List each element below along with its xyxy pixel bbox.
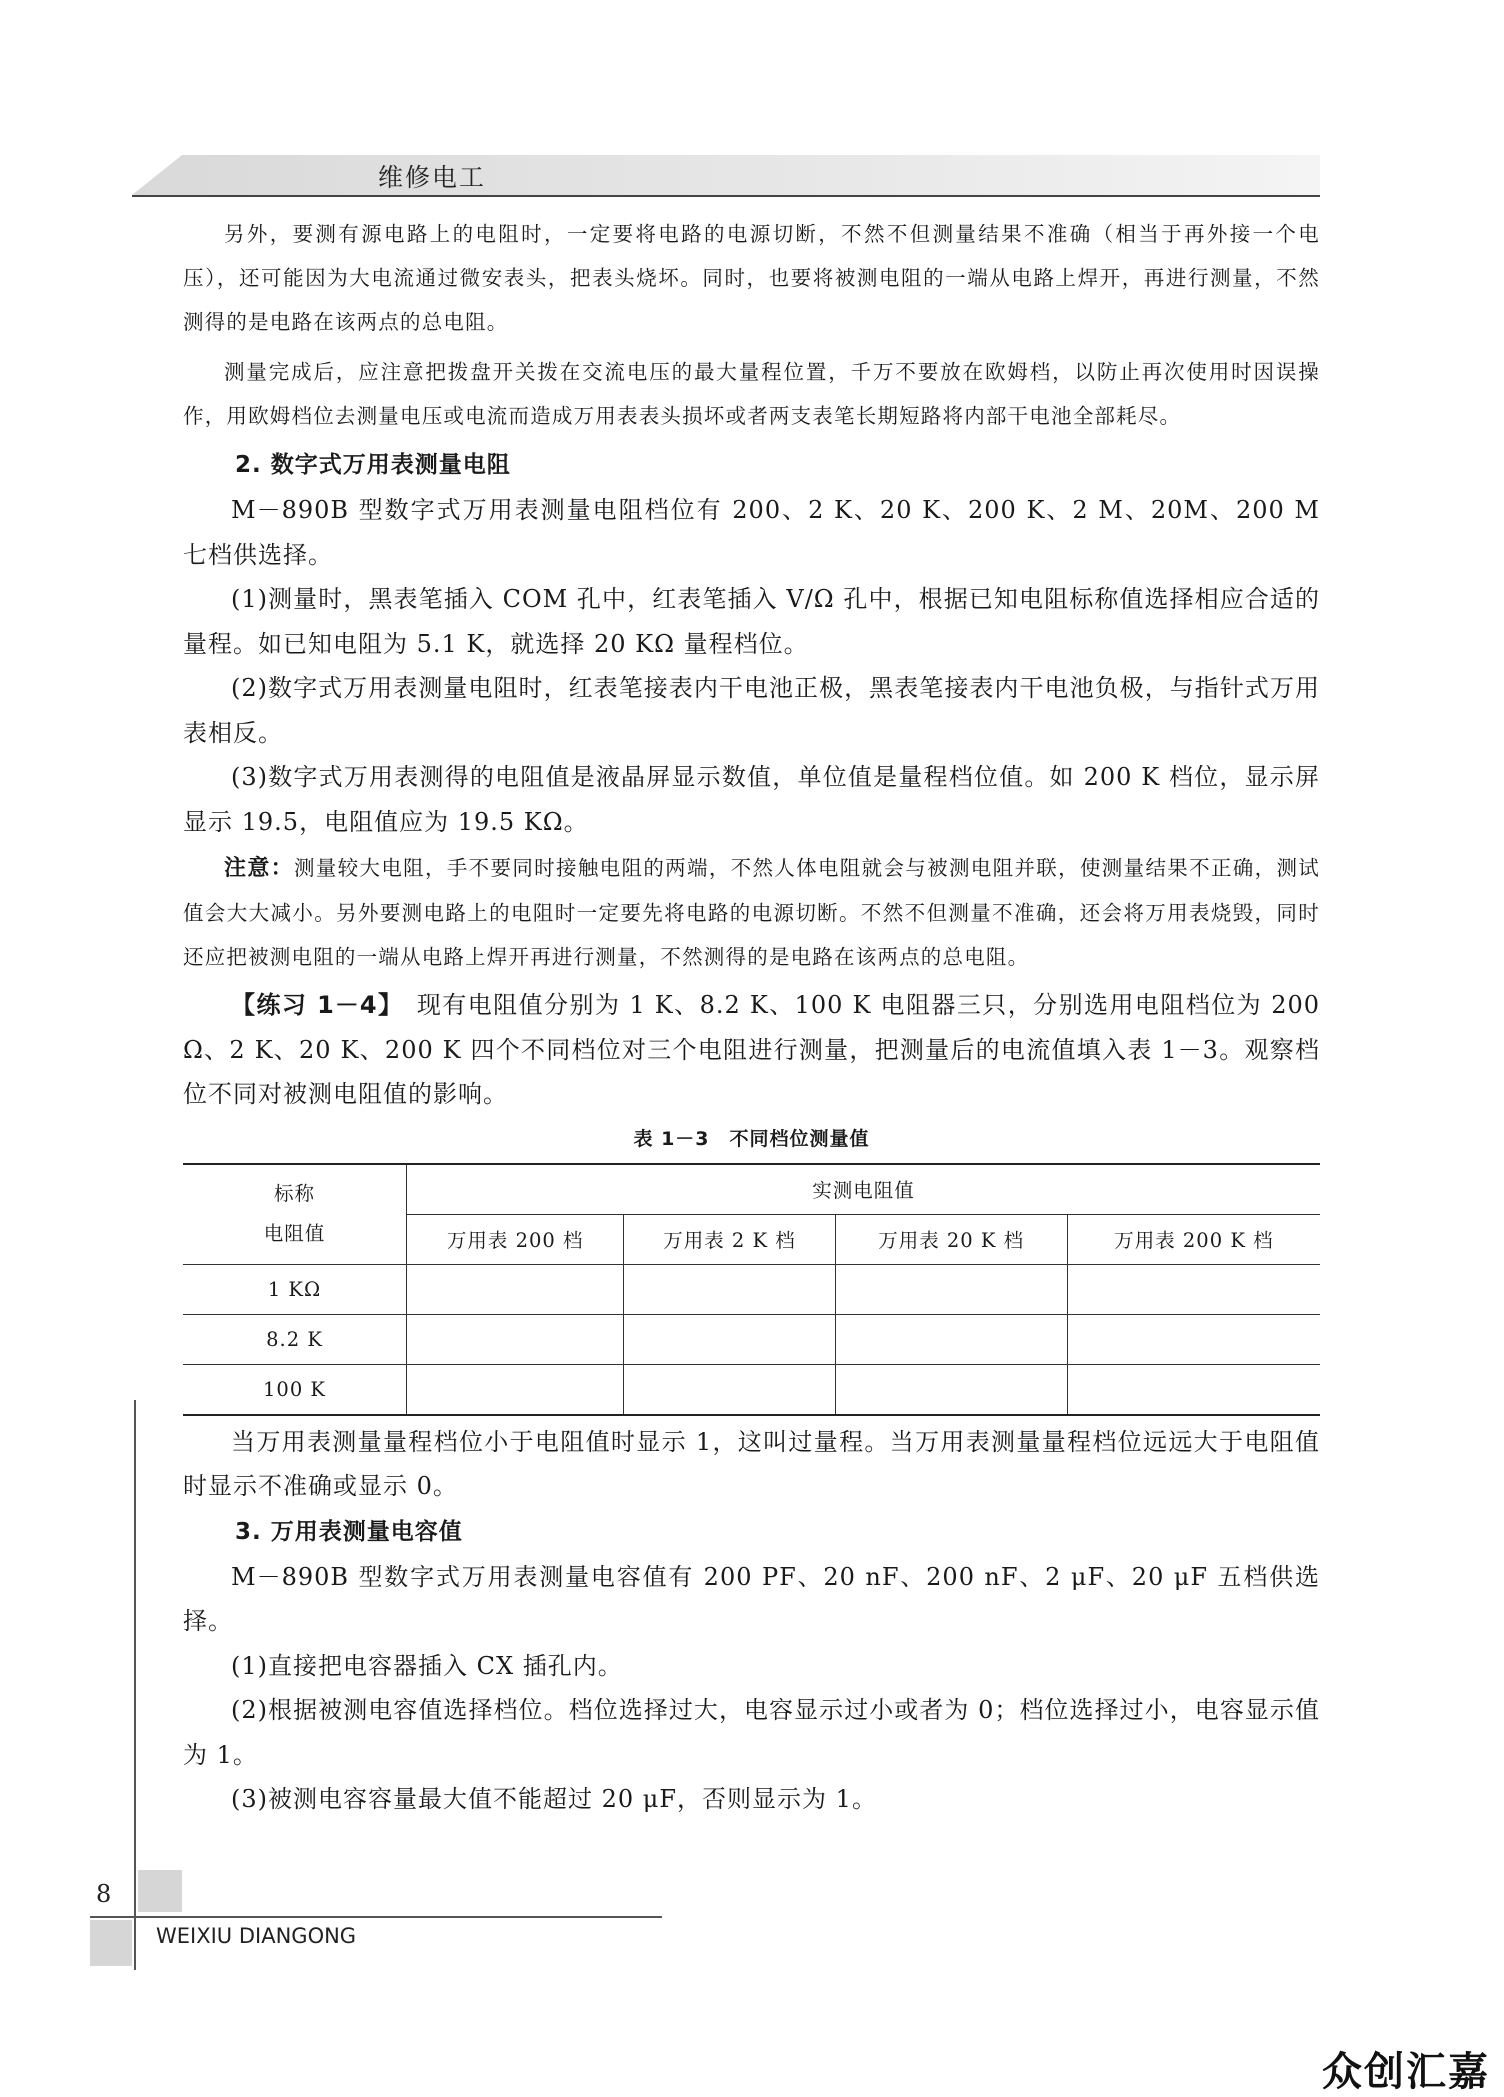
paragraph-after-measurement: 测量完成后，应注意把拨盘开关拨在交流电压的最大量程位置，千万不要放在欧姆档，以防止再次使用时因误操作，用欧姆档位去测量电压或电流而造成万用表表头损坏或者两支表笔长期短路将内部干电池全部耗尽。 xyxy=(183,360,1320,428)
exercise-text: 现有电阻值分别为 1 K、8.2 K、100 K 电阻器三只，分别选用电阻档位为 200 Ω、2 K、20 K、200 K 四个不同档位对三个电阻进行测量，把测量后的电流值填入表 1－3。观察档位不同对被测电阻值的影响。 xyxy=(183,991,1321,1108)
watermark: 众创汇嘉 xyxy=(1322,2049,1490,2095)
table-cell xyxy=(1067,1364,1320,1415)
row-label-8-2k: 8.2 K xyxy=(183,1314,407,1364)
running-header-title: 维修电工 xyxy=(378,163,487,192)
footer-rule xyxy=(90,1916,662,1918)
column-header-200: 万用表 200 档 xyxy=(407,1214,624,1264)
exercise-paragraph xyxy=(183,983,1320,1117)
footer-running-title: WEIXIU DIANGONG xyxy=(156,1924,357,1948)
section-heading-capacitance: 3. 万用表测量电容值 xyxy=(235,1518,463,1545)
note-text: 测量较大电阻，手不要同时接触电阻的两端，不然人体电阻就会与被测电阻并联，使测量结果不正确，测试值会大大减小。另外要测电路上的电阻时一定要先将电路的电源切断。不然不但测量不准确，还会将万用表烧毁，同时还应把被测电阻的一端从电路上焊开再进行测量，不然测得的是电路在该两点的总电阻。 xyxy=(183,856,1320,969)
table-cell xyxy=(835,1314,1067,1364)
table-cell xyxy=(624,1364,835,1415)
table-cell xyxy=(1067,1264,1320,1314)
page-body xyxy=(183,210,1320,1822)
note-label: 注意： xyxy=(224,856,294,881)
table-row xyxy=(183,1364,1320,1415)
row-label-100k: 100 K xyxy=(183,1364,407,1415)
table-row xyxy=(183,1314,1320,1364)
table-cell xyxy=(1067,1314,1320,1364)
table-cell xyxy=(407,1264,624,1314)
paragraph-resistance-ranges: M－890B 型数字式万用表测量电阻档位有 200、2 K、20 K、200 K、2 M、20M、200 M 七档供选择。 xyxy=(183,496,1320,569)
header-nominal-line2: 电阻值 xyxy=(263,1222,326,1245)
footer-grey-block xyxy=(138,1870,182,1912)
column-header-200k: 万用表 200 K 档 xyxy=(1067,1214,1320,1264)
column-header-20k: 万用表 20 K 档 xyxy=(835,1214,1067,1264)
measurement-table xyxy=(183,1163,1320,1416)
table-cell xyxy=(835,1364,1067,1415)
paragraph-cap-step-3: (3)被测电容容量最大值不能超过 20 μF，否则显示为 1。 xyxy=(231,1785,877,1813)
paragraph-step-3: (3)数字式万用表测得的电阻值是液晶屏显示数值，单位值是量程档位值。如 200 K 档位，显示屏显示 19.5，电阻值应为 19.5 KΩ。 xyxy=(183,763,1320,836)
table-header-row xyxy=(183,1164,1320,1215)
header-nominal-resistance xyxy=(183,1164,407,1265)
table-cell xyxy=(624,1314,835,1364)
header-nominal-line1: 标称 xyxy=(273,1182,315,1205)
paragraph-active-circuit: 另外，要测有源电路上的电阻时，一定要将电路的电源切断，不然不但测量结果不准确（相当于再外接一个电压），还可能因为大电流通过微安表头，把表头烧坏。同时，也要将被测电阻的一端从电路上焊开，再进行测量，不然测得的是电路在该两点的总电阻。 xyxy=(183,222,1320,334)
table-cell xyxy=(407,1364,624,1415)
header-measured-resistance: 实测电阻值 xyxy=(407,1164,1321,1215)
column-header-2k: 万用表 2 K 档 xyxy=(624,1214,835,1264)
footer-grey-block-lower xyxy=(90,1920,132,1966)
table-cell xyxy=(407,1314,624,1364)
row-label-1k: 1 KΩ xyxy=(183,1264,407,1314)
footer-vertical-rule xyxy=(134,1400,136,1970)
table-cell xyxy=(835,1264,1067,1314)
note-paragraph xyxy=(183,846,1320,979)
table-cell xyxy=(624,1264,835,1314)
table-caption: 表 1－3 不同档位测量值 xyxy=(633,1127,870,1150)
paragraph-over-range: 当万用表测量量程档位小于电阻值时显示 1，这叫过量程。当万用表测量量程档位远远大于电阻值时显示不准确或显示 0。 xyxy=(183,1427,1320,1500)
section-heading-digital-resistance: 2. 数字式万用表测量电阻 xyxy=(235,452,511,478)
header-rule xyxy=(132,195,1320,197)
paragraph-capacitance-ranges: M－890B 型数字式万用表测量电容值有 200 PF、20 nF、200 nF、2 μF、20 μF 五档供选择。 xyxy=(183,1562,1320,1635)
exercise-label: 【练习 1－4】 xyxy=(231,991,392,1019)
paragraph-step-1: (1)测量时，黑表笔插入 COM 孔中，红表笔插入 V/Ω 孔中，根据已知电阻标称值选择相应合适的量程。如已知电阻为 5.1 K，就选择 20 KΩ 量程档位。 xyxy=(183,585,1320,658)
paragraph-cap-step-2: (2)根据被测电容值选择档位。档位选择过大，电容显示过小或者为 0；档位选择过小，电容显示值为 1。 xyxy=(183,1696,1320,1769)
header-band xyxy=(132,155,1320,195)
table-row xyxy=(183,1264,1320,1314)
page-number: 8 xyxy=(96,1880,112,1908)
paragraph-step-2: (2)数字式万用表测量电阻时，红表笔接表内干电池正极，黑表笔接表内干电池负极，与指针式万用表相反。 xyxy=(183,674,1320,747)
paragraph-cap-step-1: (1)直接把电容器插入 CX 插孔内。 xyxy=(231,1651,623,1680)
